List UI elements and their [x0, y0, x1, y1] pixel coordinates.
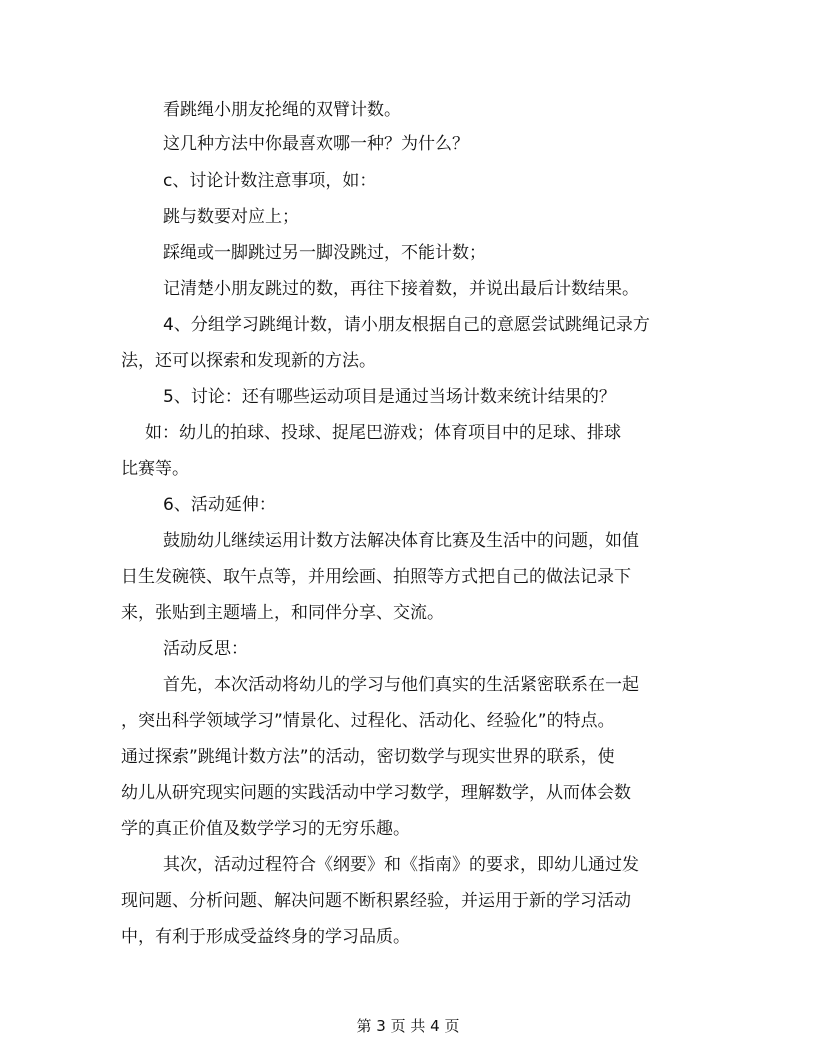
- text-line: 日生发碗筷、取午点等，并用绘画、拍照等方式把自己的做法记录下: [121, 567, 631, 587]
- text-line: 5、讨论：还有哪些运动项目是通过当场计数来统计结果的？: [163, 387, 616, 407]
- text-line: 如：幼儿的拍球、投球、捉尾巴游戏；体育项目中的足球、排球: [145, 423, 621, 443]
- text-line: 中，有利于形成受益终身的学习品质。: [121, 927, 410, 947]
- text-line: 跳与数要对应上；: [163, 207, 299, 227]
- text-line: 看跳绳小朋友抡绳的双臂计数。: [163, 100, 401, 120]
- text-line: 4、分组学习跳绳计数，请小朋友根据自己的意愿尝试跳绳记录方: [163, 315, 650, 335]
- text-line: 首先，本次活动将幼儿的学习与他们真实的生活紧密联系在一起: [163, 675, 639, 695]
- text-line: 记清楚小朋友跳过的数，再往下接着数，并说出最后计数结果。: [163, 279, 639, 299]
- text-line: 这几种方法中你最喜欢哪一种？为什么？: [163, 134, 469, 154]
- text-line: 比赛等。: [121, 459, 189, 479]
- text-line: 活动反思：: [163, 639, 248, 659]
- text-line: 法，还可以探索和发现新的方法。: [121, 351, 376, 371]
- text-line: 6、活动延伸：: [163, 495, 276, 515]
- text-line: 鼓励幼儿继续运用计数方法解决体育比赛及生活中的问题，如值: [163, 531, 639, 551]
- text-line: c、讨论计数注意事项，如：: [163, 171, 377, 191]
- text-line: ，突出科学领域学习”情景化、过程化、活动化、经验化”的特点。: [121, 711, 615, 731]
- text-line: 其次，活动过程符合《纲要》和《指南》的要求，即幼儿通过发: [163, 855, 639, 875]
- text-line: 来，张贴到主题墙上，和同伴分享、交流。: [121, 603, 444, 623]
- text-line: 踩绳或一脚跳过另一脚没跳过，不能计数；: [163, 243, 486, 263]
- page-number: 第 3 页 共 4 页: [356, 1017, 460, 1035]
- text-line: 通过探索”跳绳计数方法”的活动，密切数学与现实世界的联系，使: [121, 747, 615, 767]
- text-line: 现问题、分析问题、解决问题不断积累经验，并运用于新的学习活动: [121, 891, 631, 911]
- text-line: 学的真正价值及数学学习的无穷乐趣。: [121, 819, 410, 839]
- text-line: 幼儿从研究现实问题的实践活动中学习数学，理解数学，从而体会数: [121, 783, 631, 803]
